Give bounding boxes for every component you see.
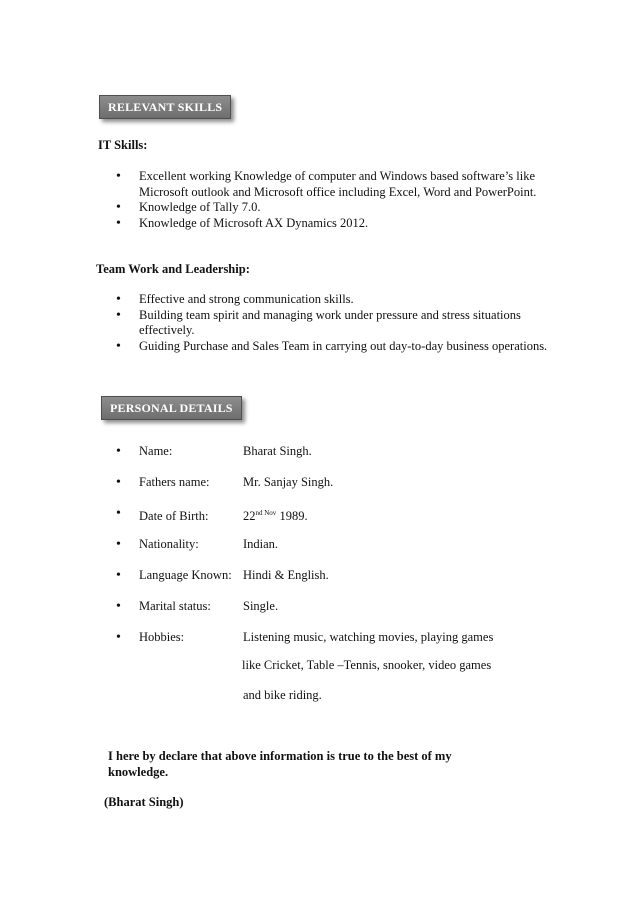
field-label: Language Known: bbox=[139, 568, 232, 582]
dob-day: 22 bbox=[243, 509, 256, 523]
list-item: • Knowledge of Tally 7.0. bbox=[116, 200, 561, 216]
field-label: Name: bbox=[139, 444, 173, 458]
field-label: Fathers name: bbox=[139, 475, 210, 489]
dob-year: 1989. bbox=[279, 509, 308, 523]
field-label: Marital status: bbox=[139, 599, 211, 613]
list-item-marital bbox=[116, 599, 556, 630]
field-value: Mr. Sanjay Singh. bbox=[243, 475, 334, 489]
dob-month-superscript: nd Nov bbox=[255, 509, 277, 517]
team-work-heading: Team Work and Leadership: bbox=[96, 262, 250, 276]
list-item: • Knowledge of Microsoft AX Dynamics 2012. bbox=[116, 216, 561, 232]
list-item: • Guiding Purchase and Sales Team in carrying out day-to-day business operations. bbox=[116, 339, 561, 355]
list-item-nationality bbox=[116, 537, 556, 568]
field-value bbox=[243, 506, 308, 525]
list-item: • Effective and strong communication skills. bbox=[116, 292, 561, 308]
list-item-language bbox=[116, 568, 556, 599]
list-item-father bbox=[116, 475, 556, 506]
field-value: Hindi & English. bbox=[243, 568, 329, 582]
hobbies-line-3: and bike riding. bbox=[243, 688, 322, 702]
list-item-hobbies bbox=[116, 630, 556, 661]
field-value: Single. bbox=[243, 599, 279, 613]
field-value: Bharat Singh. bbox=[243, 444, 312, 458]
personal-details-list bbox=[116, 444, 556, 661]
field-label: Nationality: bbox=[139, 537, 199, 551]
list-item: • Building team spirit and managing work under pressure and stress situations effectively. bbox=[116, 308, 561, 339]
it-skills-heading: IT Skills: bbox=[98, 138, 148, 152]
it-skills-list bbox=[116, 169, 561, 231]
personal-details-tag: PERSONAL DETAILS bbox=[101, 396, 242, 420]
signature: (Bharat Singh) bbox=[104, 795, 184, 809]
field-value: Listening music, watching movies, playing games bbox=[243, 630, 494, 644]
team-work-list bbox=[116, 292, 561, 354]
field-value: Indian. bbox=[243, 537, 279, 551]
list-item-dob bbox=[116, 506, 556, 537]
hobbies-line-2: like Cricket, Table –Tennis, snooker, video games bbox=[242, 658, 492, 672]
declaration-text: I here by declare that above information is true to the best of my knowledge. bbox=[108, 749, 452, 779]
list-item: • Excellent working Knowledge of computer and Windows based software’s like Microsoft outlook and Microsoft office including Excel, Word and PowerPoint. bbox=[116, 169, 561, 200]
field-label: Date of Birth: bbox=[139, 509, 209, 523]
field-label: Hobbies: bbox=[139, 630, 185, 644]
list-item-name bbox=[116, 444, 556, 475]
relevant-skills-tag: RELEVANT SKILLS bbox=[99, 95, 231, 119]
